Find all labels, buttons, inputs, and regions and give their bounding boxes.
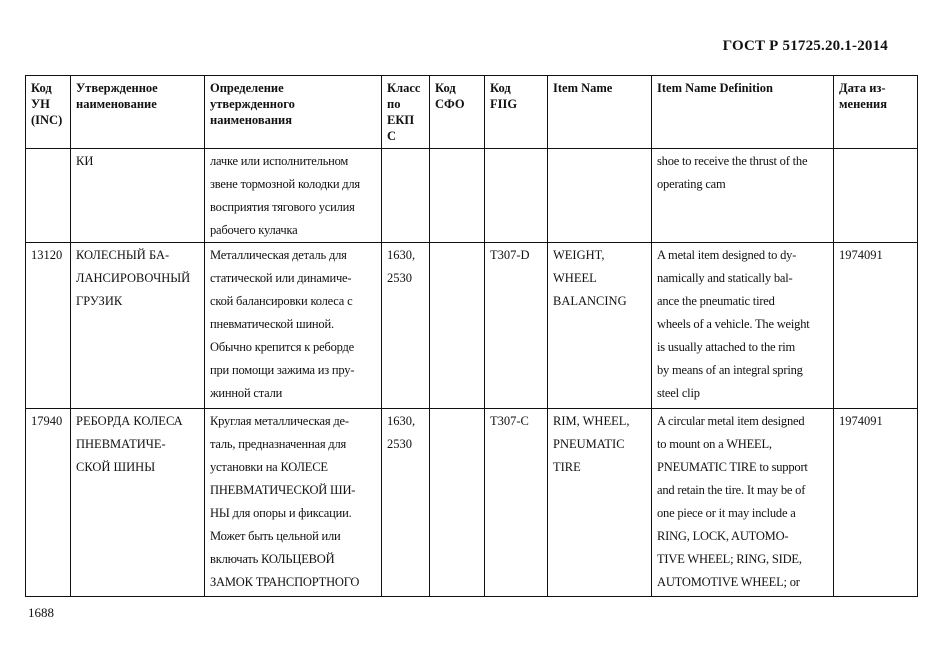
table-row: [26, 409, 918, 597]
table-row: [26, 243, 918, 409]
table-row: [26, 149, 918, 243]
cell-approved-name: КОЛЕСНЫЙ БА- ЛАНСИРОВОЧНЫЙ ГРУЗИК: [71, 243, 205, 409]
cell-ekps-class: 1630, 2530: [382, 409, 430, 597]
col-header-definition: Определение утвержденного наименования: [205, 76, 382, 149]
cell-approved-name: РЕБОРДА КОЛЕСА ПНЕВМАТИЧЕ- СКОЙ ШИНЫ: [71, 409, 205, 597]
document-code: ГОСТ Р 51725.20.1-2014: [722, 38, 888, 54]
cell-fiig-code: [485, 149, 548, 243]
cell-definition: Круглая металлическая де- таль, предназначенная для установки на КОЛЕСЕ ПНЕВМАТИЧЕСКОЙ ШИ- НЫ для опоры и фиксации. Может быть цельной или включать КОЛЬЦЕВОЙ ЗАМОК ТРАНСПОРТНОГО: [205, 409, 382, 597]
col-header-sfo-code: Код СФО: [430, 76, 485, 149]
cell-change-date: [834, 149, 918, 243]
col-header-approved-name: Утвержденное наименование: [71, 76, 205, 149]
cell-approved-name: КИ: [71, 149, 205, 243]
cell-sfo-code: [430, 149, 485, 243]
cell-item-name: [548, 149, 652, 243]
cell-inc: 13120: [26, 243, 71, 409]
page-number: 1688: [28, 605, 54, 620]
col-header-change-date: Дата из- менения: [834, 76, 918, 149]
cell-item-definition: shoe to receive the thrust of the operating cam: [652, 149, 834, 243]
cell-fiig-code: T307-C: [485, 409, 548, 597]
cell-change-date: 1974091: [834, 409, 918, 597]
cell-inc: [26, 149, 71, 243]
cell-inc: 17940: [26, 409, 71, 597]
cell-sfo-code: [430, 409, 485, 597]
cell-item-definition: A metal item designed to dy- namically and statically bal- ance the pneumatic tired wheels of a vehicle. The weight is usually attached to the rim by means of an integral spring steel clip: [652, 243, 834, 409]
cell-item-name: WEIGHT, WHEEL BALANCING: [548, 243, 652, 409]
col-header-item-definition: Item Name Definition: [652, 76, 834, 149]
col-header-item-name: Item Name: [548, 76, 652, 149]
cell-change-date: 1974091: [834, 243, 918, 409]
cell-ekps-class: [382, 149, 430, 243]
cell-definition: Металлическая деталь для статической или динамиче- ской балансировки колеса с пневматической шиной. Обычно крепится к реборде при помощи зажима из пру- жинной стали: [205, 243, 382, 409]
col-header-ekps-class: Класс по ЕКП С: [382, 76, 430, 149]
cell-ekps-class: 1630, 2530: [382, 243, 430, 409]
header-row: [26, 76, 918, 149]
cell-fiig-code: T307-D: [485, 243, 548, 409]
items-table: [25, 75, 918, 597]
cell-sfo-code: [430, 243, 485, 409]
col-header-inc: Код УН (INC): [26, 76, 71, 149]
cell-definition: лачке или исполнительном звене тормозной колодки для восприятия тягового усилия рабочего кулачка: [205, 149, 382, 243]
col-header-fiig-code: Код FIIG: [485, 76, 548, 149]
cell-item-definition: A circular metal item designed to mount on a WHEEL, PNEUMATIC TIRE to support and retain the tire. It may be of one piece or it may include a RING, LOCK, AUTOMO- TIVE WHEEL; RING, SIDE, AUTOMOTIVE WHEEL; or: [652, 409, 834, 597]
cell-item-name: RIM, WHEEL, PNEUMATIC TIRE: [548, 409, 652, 597]
